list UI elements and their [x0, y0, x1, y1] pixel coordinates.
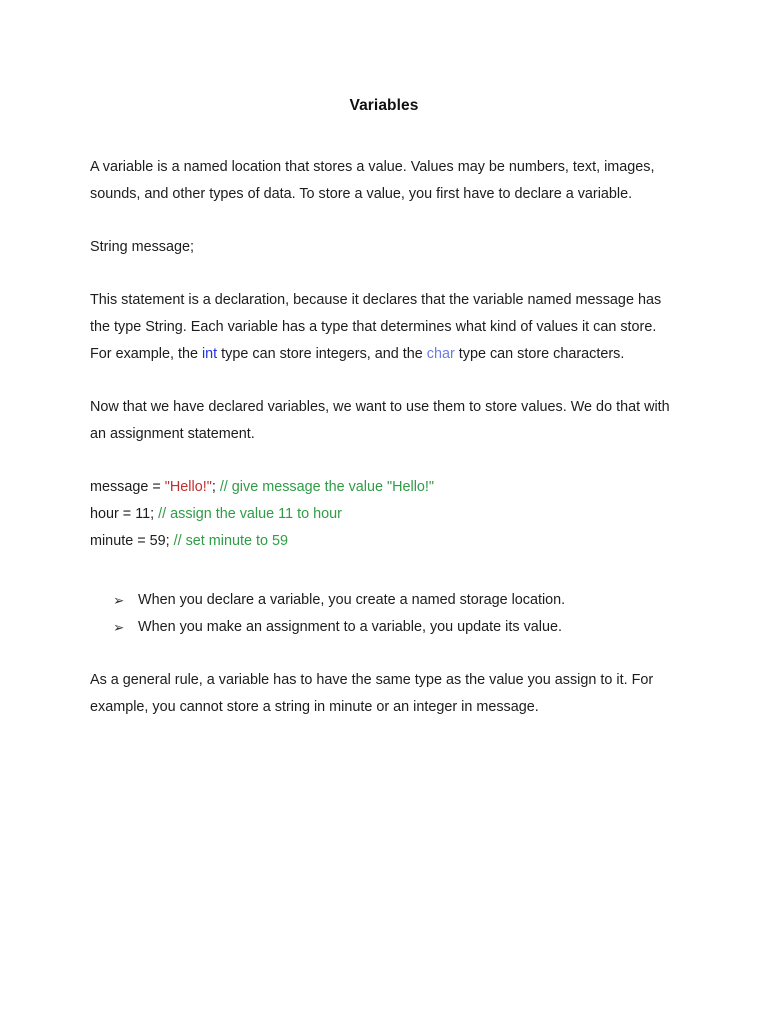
- spacer: [90, 579, 678, 587]
- code-statement: hour = 11;: [90, 506, 155, 523]
- arrow-bullet-icon: ➢: [113, 620, 125, 636]
- keyword-int: int: [201, 346, 218, 363]
- code-comment: // give message the value "Hello!": [219, 479, 435, 496]
- closing-paragraph: As a general rule, a variable has to have the same type as the value you assign to it. For example, you cannot store a string in minute or an integer in message.: [90, 672, 654, 716]
- keyword-char: char: [426, 346, 455, 363]
- list-item-label: When you make an assignment to a variable, you update its value.: [138, 619, 562, 636]
- list-item-label: When you declare a variable, you create a named storage location.: [138, 592, 566, 609]
- intro-paragraph: A variable is a named location that stores a value. Values may be numbers, text, images, sounds, and other types of data. To store a value, you first have to declare a variable.: [90, 159, 655, 203]
- declaration-explanation-part3: type can store characters.: [454, 346, 625, 363]
- code-statement: message =: [90, 479, 165, 496]
- declaration-example: String message;: [90, 239, 194, 256]
- declaration-explanation-part2: type can store integers, and the: [217, 346, 427, 363]
- code-line: [90, 474, 678, 501]
- arrow-bullet-icon: ➢: [113, 593, 125, 609]
- code-comment: // assign the value 11 to hour: [158, 506, 342, 523]
- code-comment: // set minute to 59: [173, 533, 288, 550]
- code-terminator: ;: [211, 479, 216, 496]
- code-statement: minute = 59;: [90, 533, 170, 550]
- declaration-explanation-part1: This statement is a declaration, because it declares that the variable named message has the type String. Each variable has a type that determines what kind of values it can store. For example, the: [90, 292, 662, 363]
- list-item: [113, 614, 678, 641]
- list-item: [113, 587, 678, 614]
- bullet-list: [90, 587, 678, 641]
- document-content: [90, 96, 678, 747]
- declaration-explanation-paragraph: [90, 287, 678, 368]
- page-title: Variables: [349, 97, 419, 114]
- code-string-literal: "Hello!": [164, 479, 212, 496]
- code-line: [90, 501, 678, 528]
- assignment-intro-paragraph: Now that we have declared variables, we want to use them to store values. We do that with an assignment statement.: [90, 399, 670, 443]
- code-line: [90, 528, 678, 555]
- code-block: [90, 474, 678, 555]
